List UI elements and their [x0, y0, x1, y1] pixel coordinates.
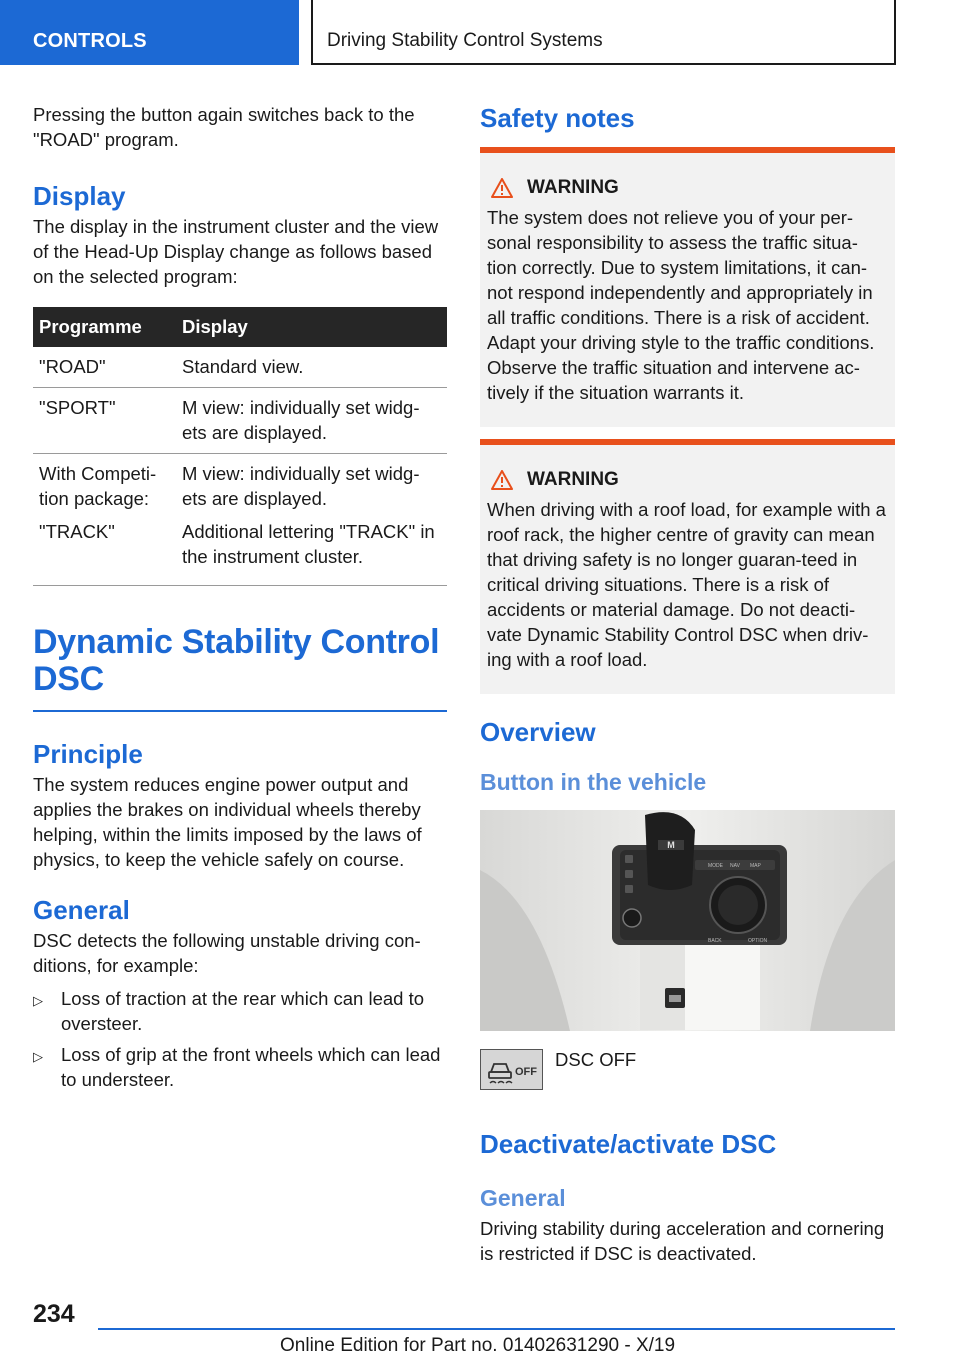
m-logo-text: M [667, 840, 675, 850]
dsc-off-label: DSC OFF [555, 1049, 637, 1070]
warning-box [480, 439, 895, 694]
dsc-off-car-icon [481, 1050, 542, 1089]
photo-label: MODE [708, 863, 723, 869]
principle-text: The system reduces engine power output and applies the brakes on individual wheels thereby helping, within the limits imposed by the laws of physics, to keep the vehicle safely on course. [33, 773, 422, 870]
safety-heading: Safety notes [480, 103, 635, 133]
warning-triangle-icon [491, 178, 513, 198]
warning-title-row [487, 469, 887, 491]
principle-heading: Principle [33, 738, 143, 769]
table-header: Programme [33, 307, 176, 347]
warning-box [480, 147, 895, 427]
table-cell: M view: individually set widg-ets are displayed. [182, 463, 420, 509]
warning-title: WARNING [527, 469, 619, 490]
chapter-title: Driving Stability Control Systems [327, 30, 603, 51]
table-cell: Additional lettering "TRACK" in the instrument cluster. [176, 519, 447, 586]
section-title: CONTROLS [33, 30, 147, 52]
table-header-row [33, 307, 447, 347]
warning-triangle-icon [491, 470, 513, 490]
general-text: DSC detects the following unstable driving con-ditions, for example: [33, 929, 421, 976]
photo-label: BACK [708, 938, 722, 944]
table-row [33, 454, 447, 520]
general2-heading: General [480, 1185, 566, 1211]
table-row [33, 347, 447, 388]
dsc-button-row [480, 1049, 895, 1090]
table-header: Display [176, 307, 447, 347]
list-item [33, 1042, 447, 1092]
table-cell: "SPORT" [33, 388, 176, 454]
console-illustration [480, 810, 895, 1031]
general-heading: General [33, 894, 130, 925]
list-item-text: Loss of grip at the front wheels which can lead to understeer. [61, 1043, 441, 1090]
photo-label: MAP [750, 863, 761, 869]
table-row [33, 519, 447, 586]
dsc-icon-text: OFF [515, 1066, 537, 1078]
right-column [480, 102, 895, 1266]
intro-text: Pressing the button again switches back to the "ROAD" program. [33, 104, 415, 150]
table-cell: Standard view. [176, 347, 447, 388]
table-cell: "ROAD" [33, 347, 176, 388]
triangle-bullet-icon: ▷ [33, 992, 43, 1008]
warning-title-row [487, 177, 887, 199]
triangle-bullet-icon: ▷ [33, 1048, 43, 1064]
table-cell: With Competi-tion package: [39, 463, 157, 509]
center-console-photo [480, 810, 895, 1031]
condition-list [33, 986, 447, 1092]
table-row [33, 388, 447, 454]
photo-label: OPTION [748, 938, 768, 944]
edition-text: Online Edition for Part no. 01402631290 - X/19 [280, 1335, 676, 1356]
display-text: The display in the instrument cluster and the view of the Head-Up Display change as follows based on the selected program: [33, 216, 439, 287]
deactivate-heading: Deactivate/activate DSC [480, 1129, 777, 1159]
list-item [33, 986, 447, 1036]
table-cell: M view: individually set widg-ets are displayed. [176, 388, 447, 454]
display-heading: Display [33, 181, 126, 211]
warning-title: WARNING [527, 177, 619, 198]
list-item-text: Loss of traction at the rear which can lead to oversteer. [61, 987, 425, 1034]
footer-rule [98, 1328, 895, 1330]
chapter-header [311, 0, 896, 65]
general2-text: Driving stability during acceleration and cornering is restricted if DSC is deactivated. [480, 1218, 885, 1264]
warning-text: The system does not relieve you of your per-sonal responsibility to assess the traffic situa-tion correctly. Due to system limitations, it can-not respond independently and appropriately in all traffic conditions. There is a risk of accident. Adapt your driving style to the traffic conditions. Observe the traffic situation and intervene ac-tively if the situation warrants it. [487, 207, 875, 403]
left-column [33, 102, 447, 1098]
dsc-heading: Dynamic Stability Control DSC [33, 623, 440, 698]
dsc-off-button-icon [480, 1049, 543, 1090]
overview-heading: Overview [480, 717, 596, 747]
programme-table [33, 307, 447, 586]
warning-text: When driving with a roof load, for example with a roof rack, the higher centre of gravity can mean that driving safety is no longer guaran-teed in critical driving situations. There is a risk of accidents or material damage. Do not deacti-vate Dynamic Stability Control DSC when driv-ing with a roof load. [487, 499, 886, 670]
section-tab [0, 0, 299, 65]
table-cell: "TRACK" [33, 519, 176, 586]
photo-label: NAV [730, 863, 740, 869]
page-number: 234 [33, 1300, 75, 1328]
button-heading: Button in the vehicle [480, 769, 707, 795]
heading-rule [33, 710, 447, 712]
